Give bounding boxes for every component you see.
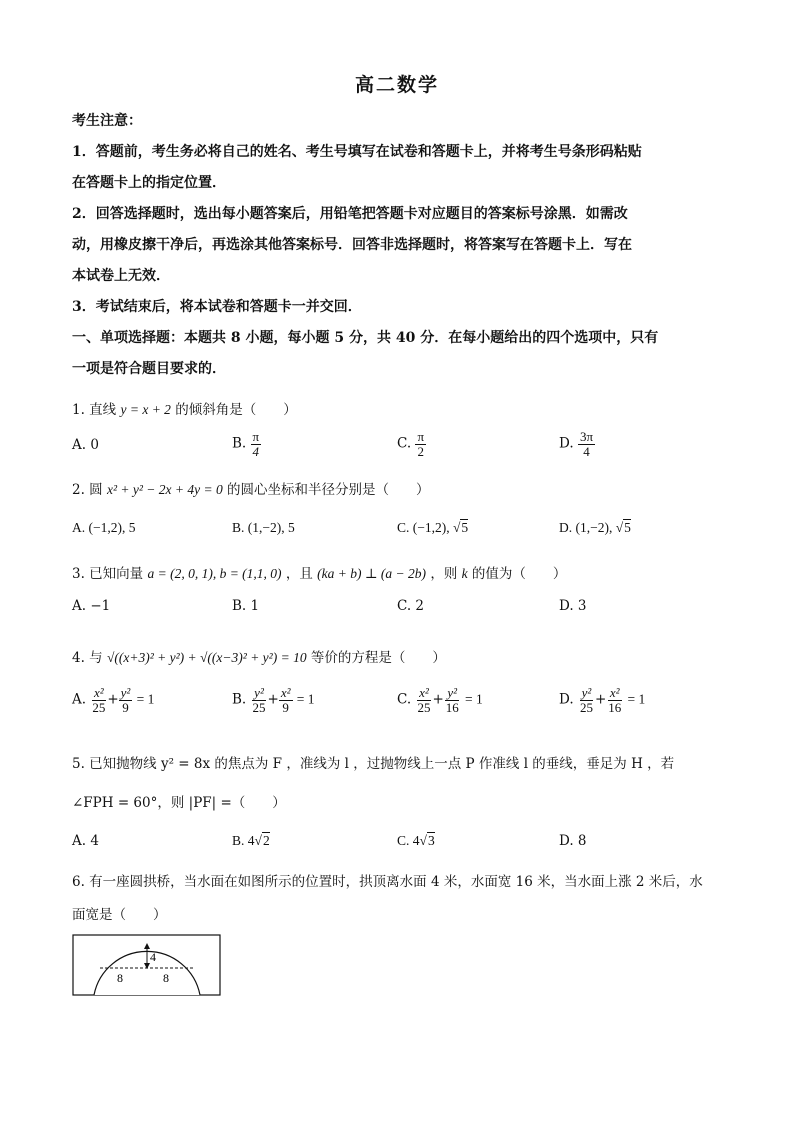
question-4-option-b: B. $\frac{\text{y²}}{25}$ + $\frac{\text{x²}}{9}$ = 1 xyxy=(232,685,315,715)
notice-item-2-line-2: 动，用橡皮擦干净后，再选涂其他答案标号．回答非选择题时，将答案写在答题卡上．写在 xyxy=(72,237,632,253)
left-width-label: 8 xyxy=(117,971,123,985)
question-3-option-d: D. 3 xyxy=(559,598,587,614)
question-2: 2. 圆 x² + y² − 2x + 4y = 0 的圆心坐标和半径分别是（ ） xyxy=(72,482,430,498)
question-2-option-d: D. (1,−2), √5 xyxy=(559,520,631,535)
question-2-option-a: A. (−1,2), 5 xyxy=(72,520,136,535)
question-1-option-d: D. $\frac{3\pi}{4}$ xyxy=(559,429,594,459)
question-1-option-c: C. $\frac{\pi}{2}$ xyxy=(397,429,425,459)
question-2-option-c: C. (−1,2), √5 xyxy=(397,520,469,535)
notice-item-2-line-1: 2．回答选择题时，选出每小题答案后，用铅笔把答题卡对应题目的答案标号涂黑．如需改 xyxy=(72,206,628,222)
question-3-option-c: C. 2 xyxy=(397,598,425,614)
height-arrow-up xyxy=(144,943,150,949)
question-2-equation: x² + y² − 2x + 4y = 0 xyxy=(106,482,223,497)
question-2-option-b: B. (1,−2), 5 xyxy=(232,520,295,535)
question-5-option-d: D. 8 xyxy=(559,833,587,849)
question-5-option-a: A. 4 xyxy=(72,833,99,849)
question-4-option-a: A. $\frac{\text{x²}}{25}$ + $\frac{\text{y²}}{9}$ = 1 xyxy=(72,685,155,715)
right-width-label: 8 xyxy=(163,971,169,985)
arch-bridge-figure xyxy=(72,934,222,1000)
notice-item-3: 3．考试结束后，将本试卷和答题卡一并交回． xyxy=(72,299,362,315)
question-3-option-b: B. 1 xyxy=(232,598,260,614)
question-6-line-2: 面宽是（ ） xyxy=(72,907,167,923)
question-4: 4. 与 √((x+3)² + y²) + √((x−3)² + y²) = 10 等价的方程是（ ） xyxy=(72,650,446,666)
question-1-option-a: A. 0 xyxy=(72,437,99,453)
notice-item-1-line-2: 在答题卡上的指定位置． xyxy=(72,175,226,191)
question-6-line-1: 6. 有一座圆拱桥，当水面在如图所示的位置时，拱顶离水面 4 米，水面宽 16 米，当水面上涨 2 米后，水 xyxy=(72,874,703,890)
notice-item-2-line-3: 本试卷上无效． xyxy=(72,268,170,284)
page-title: 高二数学 xyxy=(354,74,439,96)
question-5-line-1: 5. 已知抛物线 y² = 8x 的焦点为 F ，准线为 l ，过抛物线上一点 P 作准线 l 的垂线，垂足为 H ，若 xyxy=(72,756,675,772)
question-4-option-d: D. $\frac{\text{y²}}{25}$ + $\frac{\text{x²}}{16}$ = 1 xyxy=(559,685,646,715)
question-5-option-c: C. 4√3 xyxy=(397,833,435,848)
question-3-condition: (ka + b) ⊥ (a − 2b) xyxy=(317,566,427,581)
question-5-line-2: ∠FPH = 60°，则 |PF| =（ ） xyxy=(72,795,286,811)
question-4-option-c: C. $\frac{\text{x²}}{25}$ + $\frac{\text{y²}}{16}$ = 1 xyxy=(397,685,483,715)
question-4-equation: √((x+3)² + y²) + √((x−3)² + y²) = 10 xyxy=(106,650,307,665)
question-3: 3. 已知向量 a = (2, 0, 1), b = (1,1, 0) ，且 (ka + b) ⊥ (a − 2b) ，则 k 的值为（ ） xyxy=(72,566,567,582)
question-3-vectors: a = (2, 0, 1), b = (1,1, 0) xyxy=(147,566,282,581)
section-1-heading-line-2: 一项是符合题目要求的． xyxy=(72,361,226,377)
section-1-heading-line-1: 一、单项选择题：本题共 8 小题，每小题 5 分，共 40 分．在每小题给出的四个选项中，只有 xyxy=(72,330,659,346)
notice-heading: 考生注意： xyxy=(72,113,142,129)
question-1-equation: y = x + 2 xyxy=(120,402,171,417)
notice-item-1-line-1: 1．答题前，考生务必将自己的姓名、考生号填写在试卷和答题卡上，并将考生号条形码粘贴 xyxy=(72,144,642,160)
question-5-option-b: B. 4√2 xyxy=(232,833,270,848)
question-1-option-b: B. $\frac{\pi}{4}$ xyxy=(232,429,260,459)
question-1: 1. 直线 y = x + 2 的倾斜角是（ ） xyxy=(72,402,297,418)
question-3-option-a: A. −1 xyxy=(72,598,111,614)
height-label: 4 xyxy=(150,950,156,964)
